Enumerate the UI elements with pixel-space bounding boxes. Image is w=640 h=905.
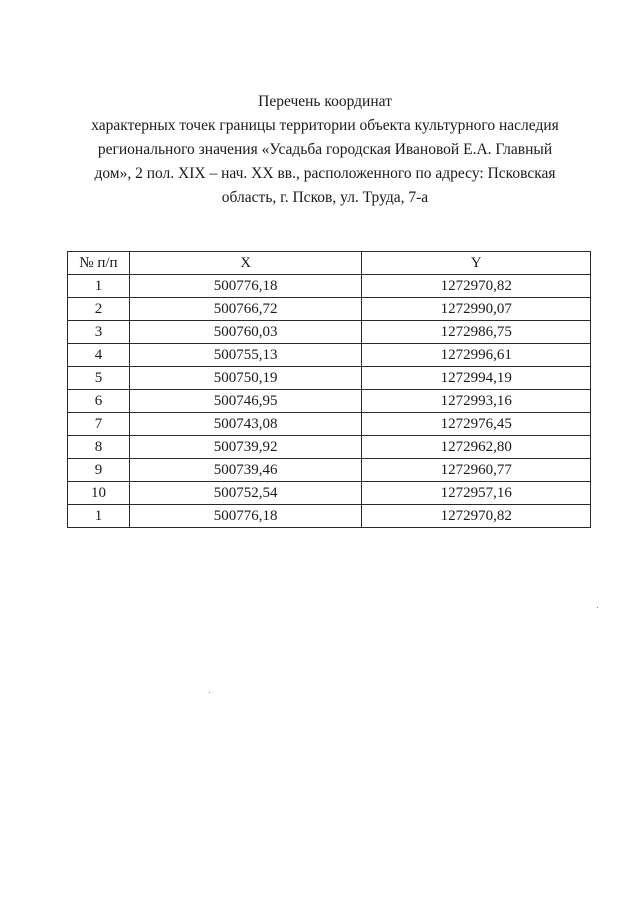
- y-coordinate-cell: 1272986,75: [362, 321, 591, 344]
- table-row: [68, 459, 591, 482]
- x-coordinate-cell: 500760,03: [129, 321, 362, 344]
- point-number-cell: 9: [68, 459, 130, 482]
- x-coordinate-cell: 500739,46: [129, 459, 362, 482]
- column-header-x: X: [129, 252, 362, 275]
- point-number-cell: 3: [68, 321, 130, 344]
- heading-line: область, г. Псков, ул. Труда, 7-а: [221, 189, 429, 206]
- coordinates-table: [67, 251, 591, 528]
- table-row: [68, 321, 591, 344]
- heading-line: дом», 2 пол. XIX – нач. XX вв., расположенного по адресу: Псковская: [94, 165, 556, 182]
- document-heading: [60, 90, 590, 210]
- point-number-cell: 6: [68, 390, 130, 413]
- point-number-cell: 1: [68, 505, 130, 528]
- y-coordinate-cell: 1272996,61: [362, 344, 591, 367]
- table-row: [68, 390, 591, 413]
- table-body: [68, 275, 591, 528]
- x-coordinate-cell: 500739,92: [129, 436, 362, 459]
- scan-speck: [597, 607, 598, 608]
- heading-line: характерных точек границы территории объекта культурного наследия: [91, 117, 559, 134]
- x-coordinate-cell: 500750,19: [129, 367, 362, 390]
- y-coordinate-cell: 1272960,77: [362, 459, 591, 482]
- point-number-cell: 7: [68, 413, 130, 436]
- y-coordinate-cell: 1272970,82: [362, 505, 591, 528]
- scan-speck: [209, 692, 210, 693]
- table-row: [68, 344, 591, 367]
- point-number-cell: 1: [68, 275, 130, 298]
- table-row: [68, 436, 591, 459]
- point-number-cell: 8: [68, 436, 130, 459]
- x-coordinate-cell: 500776,18: [129, 275, 362, 298]
- y-coordinate-cell: 1272970,82: [362, 275, 591, 298]
- point-number-cell: 5: [68, 367, 130, 390]
- point-number-cell: 2: [68, 298, 130, 321]
- y-coordinate-cell: 1272990,07: [362, 298, 591, 321]
- point-number-cell: 10: [68, 482, 130, 505]
- column-header-y: Y: [362, 252, 591, 275]
- table-row: [68, 367, 591, 390]
- x-coordinate-cell: 500776,18: [129, 505, 362, 528]
- table-row: [68, 505, 591, 528]
- table-header-row: [68, 252, 591, 275]
- y-coordinate-cell: 1272994,19: [362, 367, 591, 390]
- document-title: Перечень координат: [258, 93, 392, 110]
- table-row: [68, 298, 591, 321]
- y-coordinate-cell: 1272962,80: [362, 436, 591, 459]
- table-row: [68, 275, 591, 298]
- x-coordinate-cell: 500752,54: [129, 482, 362, 505]
- heading-line: регионального значения «Усадьба городская Ивановой Е.А. Главный: [97, 141, 553, 158]
- y-coordinate-cell: 1272957,16: [362, 482, 591, 505]
- table-row: [68, 413, 591, 436]
- x-coordinate-cell: 500743,08: [129, 413, 362, 436]
- x-coordinate-cell: 500746,95: [129, 390, 362, 413]
- x-coordinate-cell: 500755,13: [129, 344, 362, 367]
- y-coordinate-cell: 1272976,45: [362, 413, 591, 436]
- x-coordinate-cell: 500766,72: [129, 298, 362, 321]
- column-header-number: № п/п: [68, 252, 130, 275]
- table-row: [68, 482, 591, 505]
- point-number-cell: 4: [68, 344, 130, 367]
- y-coordinate-cell: 1272993,16: [362, 390, 591, 413]
